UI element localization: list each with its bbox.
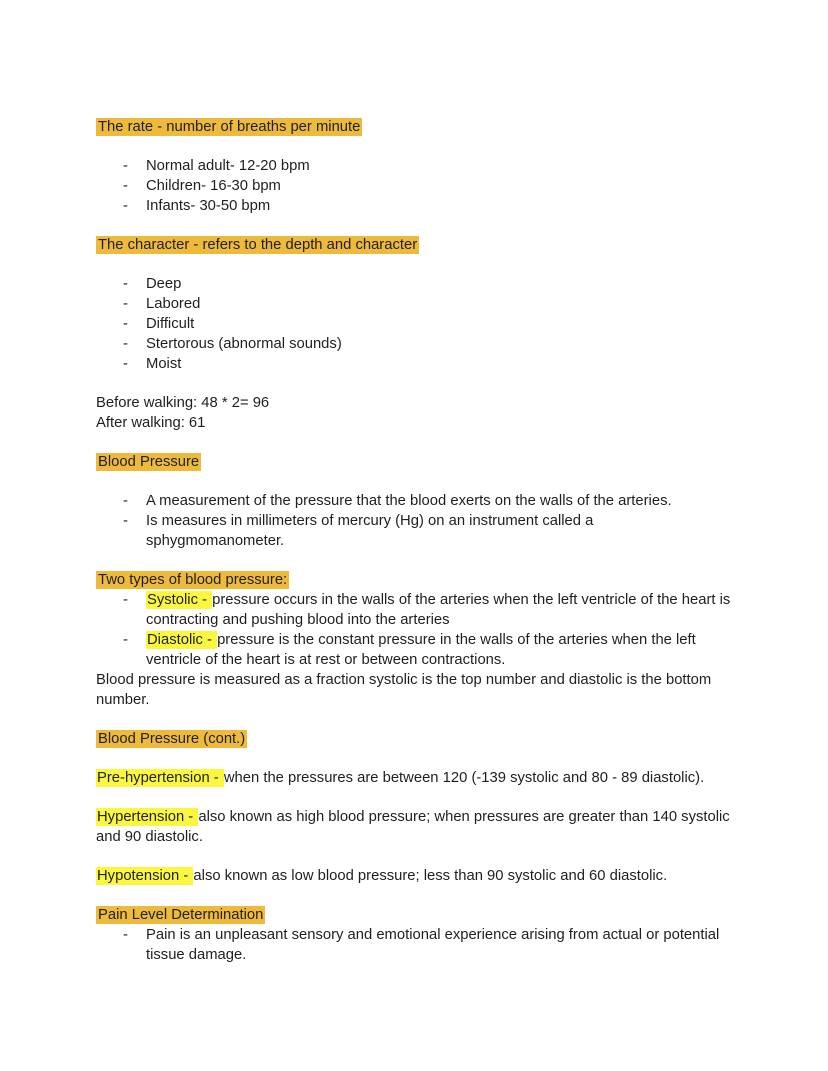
blood-pressure-list bbox=[96, 491, 735, 551]
diastolic-term: Diastolic - bbox=[147, 632, 217, 648]
list-item-diastolic bbox=[96, 630, 735, 670]
prehypertension-definition bbox=[96, 768, 735, 788]
list-item-text: A measurement of the pressure that the blood exerts on the walls of the arteries. bbox=[146, 493, 672, 509]
walking-before-note: Before walking: 48 * 2= 96 bbox=[96, 395, 270, 411]
hypertension-term: Hypertension - bbox=[97, 809, 198, 825]
heading-character-text: The character - refers to the depth and character bbox=[98, 237, 418, 253]
heading-two-types bbox=[96, 570, 735, 590]
pain-list bbox=[96, 925, 735, 965]
hypotension-definition bbox=[96, 866, 735, 886]
bullet-dash: - bbox=[123, 592, 128, 608]
bullet-dash: - bbox=[123, 632, 128, 648]
hypotension-text: also known as low blood pressure; less than 90 systolic and 60 diastolic. bbox=[193, 868, 668, 884]
heading-rate bbox=[96, 117, 735, 137]
bullet-dash: - bbox=[123, 276, 128, 292]
list-item bbox=[96, 354, 735, 374]
list-item bbox=[96, 925, 735, 965]
walking-after-note: After walking: 61 bbox=[96, 415, 206, 431]
character-list bbox=[96, 274, 735, 374]
bullet-dash: - bbox=[123, 927, 128, 943]
prehypertension-term: Pre-hypertension - bbox=[97, 770, 223, 786]
bullet-dash: - bbox=[123, 316, 128, 332]
list-item bbox=[96, 491, 735, 511]
list-item-text: Difficult bbox=[146, 316, 195, 332]
heading-blood-pressure-cont-text: Blood Pressure (cont.) bbox=[98, 731, 246, 747]
heading-rate-text: The rate - number of breaths per minute bbox=[98, 119, 361, 135]
heading-pain-level bbox=[96, 905, 735, 925]
list-item bbox=[96, 511, 735, 551]
list-item-systolic bbox=[96, 590, 735, 630]
list-item-text: Infants- 30-50 bpm bbox=[146, 198, 271, 214]
list-item-text: Normal adult- 12-20 bpm bbox=[146, 158, 310, 174]
hypotension-term: Hypotension - bbox=[97, 868, 193, 884]
systolic-definition: pressure occurs in the walls of the arteries when the left ventricle of the heart is contracting and pushing blood into the arteries bbox=[146, 592, 731, 628]
list-item-text: Labored bbox=[146, 296, 201, 312]
systolic-term: Systolic - bbox=[147, 592, 212, 608]
heading-blood-pressure-cont bbox=[96, 729, 735, 749]
bullet-dash: - bbox=[123, 336, 128, 352]
list-item bbox=[96, 274, 735, 294]
list-item-text: Children- 16-30 bpm bbox=[146, 178, 281, 194]
prehypertension-text: when the pressures are between 120 (-139 systolic and 80 - 89 diastolic). bbox=[223, 770, 705, 786]
heading-pain-level-text: Pain Level Determination bbox=[98, 907, 264, 923]
list-item-text: Stertorous (abnormal sounds) bbox=[146, 336, 342, 352]
bullet-dash: - bbox=[123, 198, 128, 214]
heading-two-types-text: Two types of blood pressure: bbox=[98, 572, 288, 588]
heading-blood-pressure-text: Blood Pressure bbox=[98, 454, 200, 470]
heading-blood-pressure bbox=[96, 452, 735, 472]
list-item bbox=[96, 196, 735, 216]
bullet-dash: - bbox=[123, 158, 128, 174]
bullet-dash: - bbox=[123, 356, 128, 372]
bullet-dash: - bbox=[123, 296, 128, 312]
list-item bbox=[96, 334, 735, 354]
rate-list bbox=[96, 156, 735, 216]
bullet-dash: - bbox=[123, 513, 128, 529]
hypertension-text: also known as high blood pressure; when pressures are greater than 140 systolic and 90 diastolic. bbox=[96, 809, 730, 845]
list-item bbox=[96, 294, 735, 314]
hypertension-definition bbox=[96, 807, 735, 847]
list-item-text: Pain is an unpleasant sensory and emotional experience arising from actual or potential tissue damage. bbox=[146, 927, 720, 963]
list-item-text: Deep bbox=[146, 276, 182, 292]
list-item-text: Is measures in millimeters of mercury (Hg) on an instrument called a sphygmomanometer. bbox=[146, 513, 594, 549]
diastolic-definition: pressure is the constant pressure in the walls of the arteries when the left ventricle of the heart is at rest or between contractions. bbox=[146, 632, 696, 668]
bullet-dash: - bbox=[123, 178, 128, 194]
fraction-note: Blood pressure is measured as a fraction systolic is the top number and diastolic is the bottom number. bbox=[96, 672, 712, 708]
list-item bbox=[96, 156, 735, 176]
heading-character bbox=[96, 235, 735, 255]
types-list bbox=[96, 590, 735, 670]
list-item bbox=[96, 314, 735, 334]
list-item-text: Moist bbox=[146, 356, 182, 372]
bullet-dash: - bbox=[123, 493, 128, 509]
list-item bbox=[96, 176, 735, 196]
document-content bbox=[96, 117, 735, 965]
